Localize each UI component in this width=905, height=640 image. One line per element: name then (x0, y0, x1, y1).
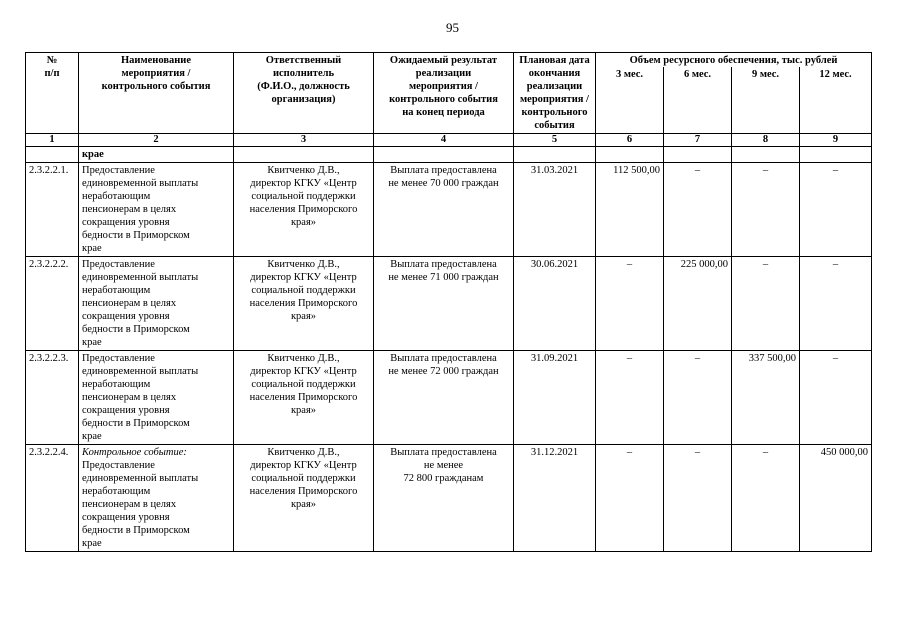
row-amount-3m: – (596, 351, 664, 445)
column-number: 4 (374, 134, 514, 147)
row-amount-3m: – (596, 257, 664, 351)
row-name (79, 257, 234, 351)
row-amount-6m: – (664, 351, 732, 445)
column-numbers-row (26, 134, 872, 147)
resource-table (25, 52, 872, 552)
continuation-row (26, 147, 872, 163)
header-resources: Объем ресурсного обеспечения, тыс. рублей (596, 53, 872, 68)
column-number: 8 (732, 134, 800, 147)
table-row (26, 445, 872, 552)
header-m6: 6 мес. (664, 67, 732, 134)
row-date: 31.12.2021 (514, 445, 596, 552)
row-amount-9m: – (732, 445, 800, 552)
table-row (26, 257, 872, 351)
row-amount-12m: – (800, 163, 872, 257)
row-amount-9m: 337 500,00 (732, 351, 800, 445)
row-name-text: Предоставление единовременной выплаты неработающим пенсионерам в целях сокращения уровня бедности в Приморском крае (82, 259, 199, 348)
row-number: 2.3.2.2.1. (26, 163, 79, 257)
row-amount-3m: 112 500,00 (596, 163, 664, 257)
row-executor: Квитченко Д.В., директор КГКУ «Центр социальной поддержки населения Приморского края» (234, 351, 374, 445)
column-number: 3 (234, 134, 374, 147)
row-name-text: Предоставление единовременной выплаты неработающим пенсионерам в целях сокращения уровня бедности в Приморском крае (82, 353, 199, 442)
row-amount-9m: – (732, 257, 800, 351)
row-result: Выплата предоставлена не менее 72 000 граждан (374, 351, 514, 445)
column-number: 7 (664, 134, 732, 147)
row-name-text: Предоставление единовременной выплаты неработающим пенсионерам в целях сокращения уровня бедности в Приморском крае (82, 165, 199, 254)
header-m12: 12 мес. (800, 67, 872, 134)
row-amount-12m: 450 000,00 (800, 445, 872, 552)
row-result: Выплата предоставлена не менее 72 800 гражданам (374, 445, 514, 552)
row-executor: Квитченко Д.В., директор КГКУ «Центр социальной поддержки населения Приморского края» (234, 163, 374, 257)
row-amount-6m: – (664, 445, 732, 552)
table-row (26, 163, 872, 257)
row-date: 31.09.2021 (514, 351, 596, 445)
page-number: 95 (446, 20, 459, 35)
header-date: Плановая дата окончания реализации мероприятия / контрольного события (514, 53, 596, 134)
header-m3: 3 мес. (596, 67, 664, 134)
header-num: № п/п (26, 53, 79, 134)
header-executor: Ответственный исполнитель (Ф.И.О., должность организация) (234, 53, 374, 134)
continuation-text: крае (79, 147, 234, 163)
row-date: 31.03.2021 (514, 163, 596, 257)
row-name (79, 351, 234, 445)
row-date: 30.06.2021 (514, 257, 596, 351)
row-amount-9m: – (732, 163, 800, 257)
table-row (26, 351, 872, 445)
row-amount-12m: – (800, 351, 872, 445)
row-number: 2.3.2.2.3. (26, 351, 79, 445)
header-m9: 9 мес. (732, 67, 800, 134)
row-amount-6m: – (664, 163, 732, 257)
row-result: Выплата предоставлена не менее 70 000 граждан (374, 163, 514, 257)
row-name (79, 445, 234, 552)
header-name: Наименование мероприятия / контрольного события (79, 53, 234, 134)
row-result: Выплата предоставлена не менее 71 000 граждан (374, 257, 514, 351)
row-amount-3m: – (596, 445, 664, 552)
row-number: 2.3.2.2.2. (26, 257, 79, 351)
row-name (79, 163, 234, 257)
column-number: 6 (596, 134, 664, 147)
column-number: 1 (26, 134, 79, 147)
column-number: 5 (514, 134, 596, 147)
row-number: 2.3.2.2.4. (26, 445, 79, 552)
row-executor: Квитченко Д.В., директор КГКУ «Центр социальной поддержки населения Приморского края» (234, 257, 374, 351)
row-amount-6m: 225 000,00 (664, 257, 732, 351)
column-number: 9 (800, 134, 872, 147)
row-executor: Квитченко Д.В., директор КГКУ «Центр социальной поддержки населения Приморского края» (234, 445, 374, 552)
header-result: Ожидаемый результат реализации мероприятия / контрольного события на конец периода (374, 53, 514, 134)
row-amount-12m: – (800, 257, 872, 351)
column-number: 2 (79, 134, 234, 147)
row-name-text: Предоставление единовременной выплаты неработающим пенсионерам в целях сокращения уровня бедности в Приморском крае (82, 460, 199, 549)
control-event-label: Контрольное событие: (82, 447, 187, 458)
